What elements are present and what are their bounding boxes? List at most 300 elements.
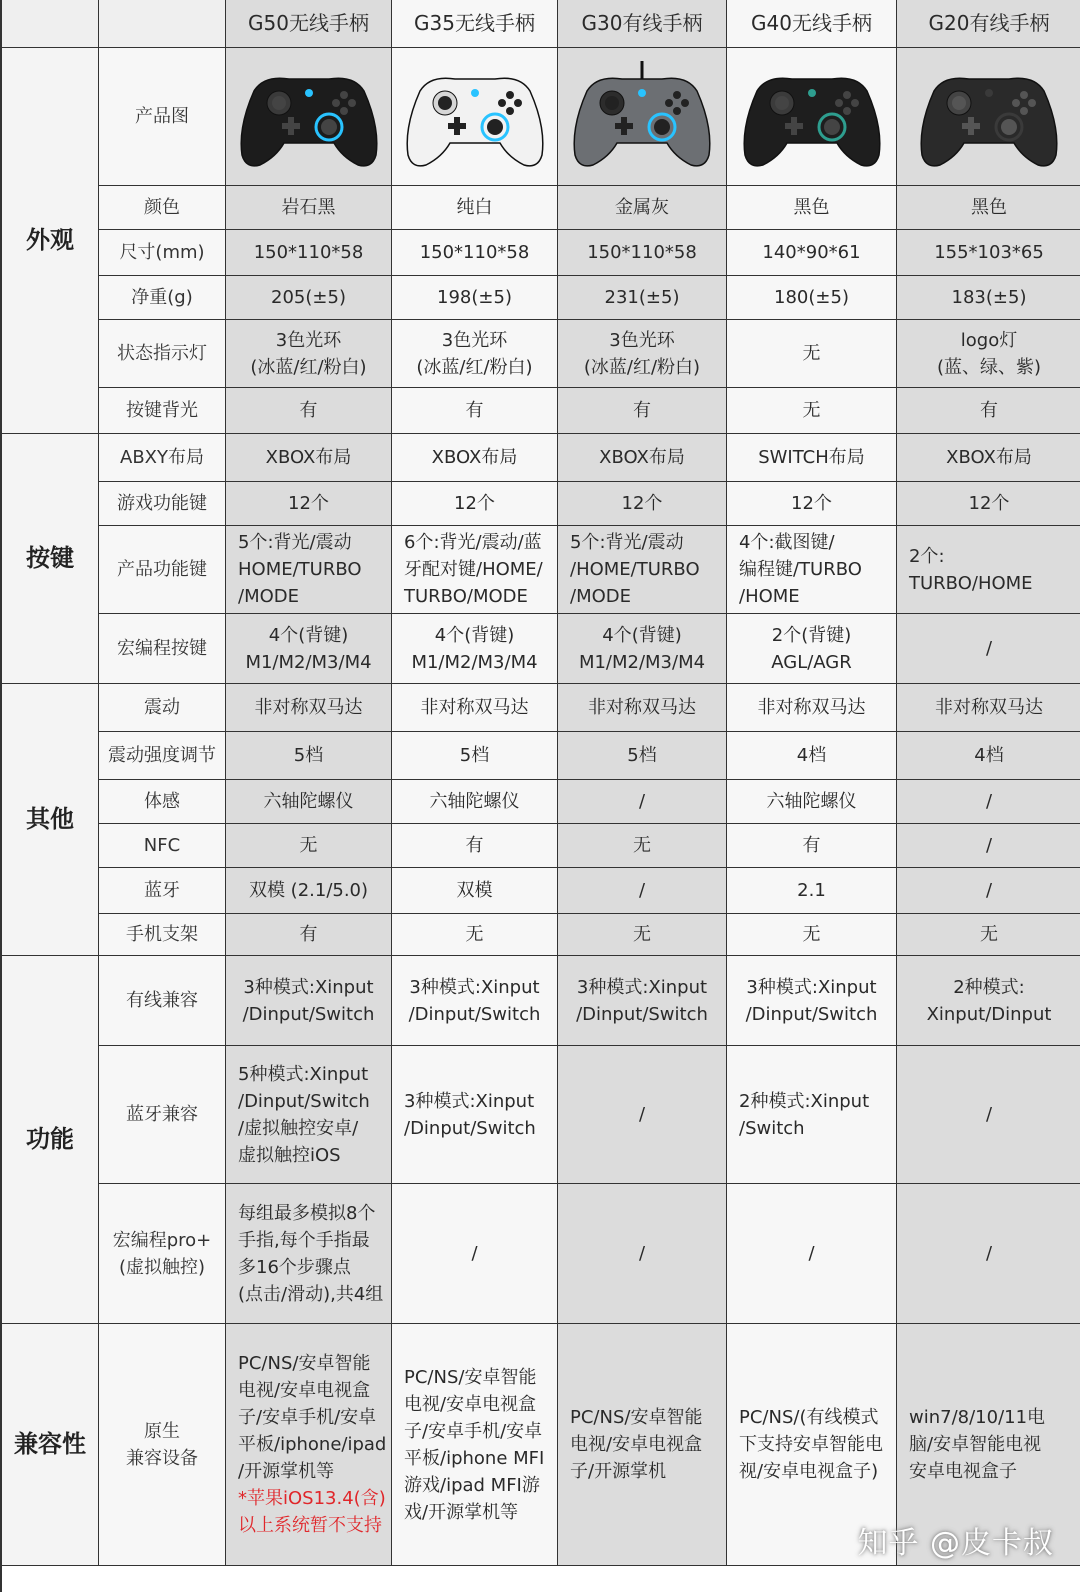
value-cell (226, 914, 392, 956)
controller-image (737, 57, 887, 177)
value-content (300, 921, 318, 948)
value-text: 纯白 (456, 197, 493, 218)
value-cell (897, 868, 1080, 914)
value-cell (558, 732, 727, 780)
value-text: 2种模式: Xinput/Dinput (926, 976, 1052, 1025)
value-content (622, 490, 663, 517)
dark-controller-icon (234, 57, 384, 177)
value-text: / (985, 1243, 993, 1264)
value-cell (392, 230, 558, 276)
value-content (797, 877, 826, 904)
value-content (238, 1350, 386, 1539)
value-content (627, 742, 656, 769)
value-cell (226, 614, 392, 684)
section-label (2, 434, 99, 684)
value-cell (897, 482, 1080, 526)
value-content (791, 490, 832, 517)
value-text: 2.1 (797, 880, 826, 901)
value-text: 183(±5) (951, 287, 1027, 308)
value-text: PC/NS/(有线模式 下支持安卓智能电 视/安卓电视盒子) (739, 1407, 883, 1482)
value-content (909, 543, 1033, 597)
product-header (392, 0, 558, 48)
value-cell (897, 732, 1080, 780)
value-text: 双模 (2.1/5.0) (248, 880, 369, 901)
controller-image (234, 57, 384, 177)
value-cell (558, 186, 727, 230)
product-name: G50无线手柄 (248, 11, 369, 35)
value-content (986, 788, 992, 815)
value-text: 205(±5) (271, 287, 346, 308)
value-text: / (808, 1243, 815, 1264)
value-cell (226, 276, 392, 320)
value-cell (727, 684, 897, 732)
section-label (2, 956, 99, 1324)
value-cell (897, 824, 1080, 868)
section-name: 按键 (26, 544, 74, 572)
value-content (969, 490, 1010, 517)
row-label (99, 684, 226, 732)
value-content (639, 1101, 645, 1128)
value-content (794, 194, 830, 221)
value-content (243, 974, 375, 1028)
value-content (411, 622, 537, 676)
product-header (897, 0, 1080, 48)
value-text: 无 (633, 835, 651, 856)
row-label (99, 434, 226, 482)
value-text: 12个 (454, 493, 495, 514)
value-cell (727, 1046, 897, 1184)
value-cell (897, 230, 1080, 276)
section-name: 功能 (26, 1125, 74, 1153)
value-cell (897, 684, 1080, 732)
value-cell (392, 320, 558, 388)
value-cell (558, 230, 727, 276)
value-text: 有 (633, 400, 651, 421)
value-cell (226, 684, 392, 732)
black-controller-alt-icon (914, 57, 1064, 177)
row-label (99, 320, 226, 388)
value-text: PC/NS/安卓智能 电视/安卓电视盒 子/安卓手机/安卓 平板/iphone MFI 游戏/ipad MFI游 戏/开源掌机等 (404, 1366, 545, 1523)
row-label-text: 宏编程pro+ (虚拟触控) (112, 1229, 212, 1278)
value-text: 5个:背光/震动 HOME/TURBO /MODE (238, 532, 362, 607)
value-text: 6个:背光/震动/蓝 牙配对键/HOME/ TURBO/MODE (404, 532, 543, 607)
row-label (99, 824, 226, 868)
product-header (558, 0, 727, 48)
value-text: win7/8/10/11电 脑/安卓智能电视 安卓电视盒子 (909, 1407, 1046, 1482)
value-cell (226, 482, 392, 526)
row-label (99, 1324, 226, 1566)
value-content (409, 974, 541, 1028)
value-text: 4档 (796, 745, 827, 766)
row-label (99, 388, 226, 434)
value-text: 198(±5) (437, 287, 512, 308)
value-text: 无 (980, 924, 998, 945)
value-cell (727, 914, 897, 956)
value-content (584, 327, 700, 381)
value-content (457, 194, 493, 221)
warning-text: *苹果iOS13.4(含) 以上系统暂不支持 (238, 1488, 386, 1536)
section-label (2, 48, 99, 434)
row-label-text: 手机支架 (126, 924, 198, 945)
value-content (300, 832, 318, 859)
value-cell (392, 1324, 558, 1566)
row-label-text: ABXY布局 (120, 447, 204, 468)
value-content (238, 529, 362, 610)
value-text: 150*110*58 (587, 242, 697, 263)
value-text: 无 (802, 400, 821, 421)
value-cell (558, 824, 727, 868)
value-content (986, 832, 992, 859)
value-content (739, 529, 862, 610)
value-cell (897, 614, 1080, 684)
value-content (762, 239, 860, 266)
value-content (238, 1061, 370, 1169)
value-cell (226, 868, 392, 914)
value-content (803, 921, 821, 948)
value-text: / (985, 835, 993, 856)
row-label (99, 526, 226, 614)
row-label (99, 482, 226, 526)
value-cell (727, 388, 897, 434)
value-content (432, 444, 518, 471)
value-text: 5档 (459, 745, 490, 766)
value-content (986, 877, 992, 904)
value-cell (558, 526, 727, 614)
value-cell (727, 780, 897, 824)
value-content (946, 444, 1032, 471)
value-cell (727, 614, 897, 684)
value-content (245, 622, 371, 676)
value-cell (558, 1046, 727, 1184)
value-content (808, 1240, 814, 1267)
value-text: / (985, 791, 993, 812)
value-cell (392, 614, 558, 684)
row-label (99, 914, 226, 956)
value-text: 4个(背键) M1/M2/M3/M4 (578, 624, 706, 673)
value-text: 无 (802, 924, 821, 945)
white-controller-icon (400, 57, 550, 177)
value-text: XBOX布局 (431, 447, 518, 468)
value-cell (226, 230, 392, 276)
value-content (980, 921, 998, 948)
value-content (927, 974, 1052, 1028)
controller-image (400, 57, 550, 177)
product-image-cell (558, 48, 727, 186)
row-label (99, 1046, 226, 1184)
value-content (605, 284, 680, 311)
value-content (460, 742, 489, 769)
value-text: 180(±5) (774, 287, 849, 308)
value-content (454, 490, 495, 517)
value-content (971, 194, 1007, 221)
value-text: 12个 (968, 493, 1010, 514)
value-text: 3种模式:Xinput /Dinput/Switch (404, 1090, 536, 1139)
row-label-text: 蓝牙 (144, 880, 180, 901)
row-label (99, 186, 226, 230)
value-text: 每组最多模拟8个 手指,每个手指最 多16个步骤点 (点击/滑动),共4组 (238, 1202, 384, 1305)
value-content (986, 635, 992, 662)
row-label (99, 48, 226, 186)
value-cell (392, 824, 558, 868)
value-content (639, 877, 645, 904)
value-content (909, 1404, 1045, 1485)
value-text: PC/NS/安卓智能 电视/安卓电视盒 子/开源掌机 (570, 1407, 703, 1482)
value-content (576, 974, 708, 1028)
value-cell (392, 434, 558, 482)
value-content (639, 788, 645, 815)
value-cell (392, 526, 558, 614)
value-cell (897, 1184, 1080, 1324)
value-content (404, 529, 543, 610)
value-cell (897, 186, 1080, 230)
value-content (579, 622, 705, 676)
value-cell (226, 732, 392, 780)
value-content (599, 444, 685, 471)
row-label-text: 游戏功能键 (117, 493, 207, 514)
row-label (99, 614, 226, 684)
value-content (639, 1240, 645, 1267)
value-text: 双模 (456, 880, 493, 901)
row-label (99, 230, 226, 276)
value-text: 有 (465, 835, 484, 856)
value-cell (392, 276, 558, 320)
value-text: 3种模式:Xinput /Dinput/Switch (242, 976, 375, 1025)
value-cell (727, 526, 897, 614)
section-name: 外观 (26, 226, 74, 254)
value-cell (897, 526, 1080, 614)
value-cell (392, 1046, 558, 1184)
value-text: 2个(背键) AGL/AGR (771, 624, 852, 673)
value-cell (897, 388, 1080, 434)
value-text: XBOX布局 (946, 447, 1032, 468)
value-content (633, 832, 651, 859)
value-text: / (471, 1243, 478, 1264)
value-text: 3色光环 (冰蓝/红/粉白) (416, 329, 533, 378)
value-content (271, 284, 346, 311)
value-cell (226, 956, 392, 1046)
value-text: 无 (465, 924, 484, 945)
value-cell (226, 186, 392, 230)
value-cell (558, 482, 727, 526)
value-content (264, 788, 354, 815)
value-content (288, 490, 329, 517)
value-content (437, 284, 512, 311)
value-text: 2个: TURBO/HOME (909, 545, 1033, 594)
product-image-cell (226, 48, 392, 186)
value-text: 岩石黑 (281, 197, 336, 218)
controller-image (567, 57, 717, 177)
value-text: 155*103*65 (934, 242, 1044, 263)
value-text: 5个:背光/震动 /HOME/TURBO /MODE (570, 532, 700, 607)
watermark: 知乎 @皮卡叔 (857, 1526, 1054, 1561)
value-content (986, 1101, 992, 1128)
value-cell (392, 868, 558, 914)
value-text: 5种模式:Xinput /Dinput/Switch /虚拟触控安卓/ 虚拟触控iOS (238, 1063, 370, 1166)
value-content (758, 694, 866, 721)
value-text: 无 (299, 835, 318, 856)
value-content (416, 327, 532, 381)
value-cell (897, 1046, 1080, 1184)
value-content (803, 832, 821, 859)
value-cell (897, 434, 1080, 482)
value-cell (392, 388, 558, 434)
value-text: 4个(背键) M1/M2/M3/M4 (411, 624, 538, 673)
value-cell (226, 1184, 392, 1324)
value-content (294, 742, 323, 769)
row-label-text: NFC (143, 835, 181, 856)
value-cell (226, 320, 392, 388)
product-image-cell (392, 48, 558, 186)
value-cell (392, 482, 558, 526)
value-text: 有 (299, 400, 318, 421)
value-content (974, 742, 1003, 769)
value-text: 12个 (791, 493, 832, 514)
value-content (466, 397, 484, 424)
value-cell (392, 914, 558, 956)
row-label (99, 956, 226, 1046)
value-cell (226, 1046, 392, 1184)
value-cell (727, 732, 897, 780)
value-cell (727, 276, 897, 320)
value-content (250, 327, 366, 381)
value-content (633, 921, 651, 948)
value-text: 3种模式:Xinput /Dinput/Switch (408, 976, 541, 1025)
value-text: XBOX布局 (599, 447, 685, 468)
value-text: 有 (465, 400, 484, 421)
value-content (739, 1088, 869, 1142)
value-text: 12个 (621, 493, 663, 514)
value-cell (226, 434, 392, 482)
value-cell (897, 780, 1080, 824)
value-content (430, 788, 520, 815)
value-text: SWITCH布局 (758, 447, 865, 468)
value-cell (392, 732, 558, 780)
value-content (587, 239, 697, 266)
value-content (255, 694, 363, 721)
row-label-text: 宏编程按键 (117, 638, 207, 659)
value-text: 有 (299, 924, 318, 945)
value-text: 六轴陀螺仪 (766, 791, 857, 812)
value-content (420, 239, 530, 266)
value-text: 有 (802, 835, 821, 856)
value-content (266, 444, 352, 471)
value-text: / (638, 1104, 646, 1125)
value-content (471, 1240, 477, 1267)
value-cell (558, 1184, 727, 1324)
row-label (99, 780, 226, 824)
value-content (934, 239, 1044, 266)
value-content (746, 974, 878, 1028)
value-cell (392, 780, 558, 824)
value-cell (226, 526, 392, 614)
value-cell (727, 482, 897, 526)
value-cell (897, 320, 1080, 388)
value-cell (897, 956, 1080, 1046)
value-content (404, 1364, 544, 1526)
value-content (803, 340, 821, 367)
value-cell (226, 780, 392, 824)
value-content (952, 284, 1027, 311)
header-label-corner (99, 0, 226, 48)
value-content (633, 397, 651, 424)
section-label (2, 1324, 99, 1566)
value-content (739, 1404, 883, 1485)
value-text: 无 (802, 343, 821, 364)
value-content (935, 694, 1043, 721)
gray-wired-controller-icon (567, 57, 717, 177)
row-label-text: 按键背光 (126, 400, 198, 421)
value-text: 3色光环 (冰蓝/红/粉白) (583, 329, 701, 378)
value-text: 金属灰 (615, 197, 669, 218)
value-cell (558, 614, 727, 684)
value-text: / (638, 880, 646, 901)
value-text: 黑色 (793, 197, 830, 218)
value-content (758, 444, 865, 471)
value-cell (226, 824, 392, 868)
controller-image (914, 57, 1064, 177)
value-text: / (985, 638, 993, 659)
product-image-cell (897, 48, 1080, 186)
value-cell (727, 230, 897, 276)
value-cell (558, 868, 727, 914)
value-content (570, 1404, 702, 1485)
value-cell (558, 914, 727, 956)
value-text: 12个 (288, 493, 329, 514)
header-corner (2, 0, 99, 48)
value-text: / (638, 791, 646, 812)
row-label-text: 原生 兼容设备 (126, 1420, 198, 1469)
product-name: G20有线手柄 (928, 11, 1050, 35)
row-label-text: 震动强度调节 (108, 745, 216, 766)
section-name: 兼容性 (14, 1430, 86, 1458)
value-content (774, 284, 849, 311)
value-text: 3种模式:Xinput /Dinput/Switch (745, 976, 878, 1025)
value-content (466, 832, 484, 859)
value-cell (392, 684, 558, 732)
value-content (767, 788, 857, 815)
row-label-text: 体感 (144, 791, 180, 812)
value-text: 黑色 (971, 197, 1007, 218)
value-content (238, 1200, 383, 1308)
section-label (2, 684, 99, 956)
value-text: 4档 (974, 745, 1004, 766)
value-content (771, 622, 852, 676)
value-text: 231(±5) (604, 287, 680, 308)
value-content (254, 239, 364, 266)
value-content (282, 194, 336, 221)
value-cell (727, 956, 897, 1046)
black-controller-icon (737, 57, 887, 177)
value-text: / (985, 1104, 993, 1125)
value-text: 150*110*58 (253, 242, 364, 263)
value-text: 3色光环 (冰蓝/红/粉白) (250, 329, 367, 378)
value-content (466, 921, 484, 948)
product-header (226, 0, 392, 48)
row-label-text: 产品功能键 (117, 559, 207, 580)
row-label (99, 732, 226, 780)
value-cell (558, 780, 727, 824)
value-cell (226, 388, 392, 434)
value-content (588, 694, 696, 721)
value-text: 六轴陀螺仪 (263, 791, 354, 812)
value-cell (392, 1184, 558, 1324)
value-cell (558, 276, 727, 320)
row-label-text: 产品图 (135, 106, 189, 127)
row-label (99, 276, 226, 320)
value-cell (727, 186, 897, 230)
value-cell (558, 1324, 727, 1566)
value-text: XBOX布局 (265, 447, 352, 468)
